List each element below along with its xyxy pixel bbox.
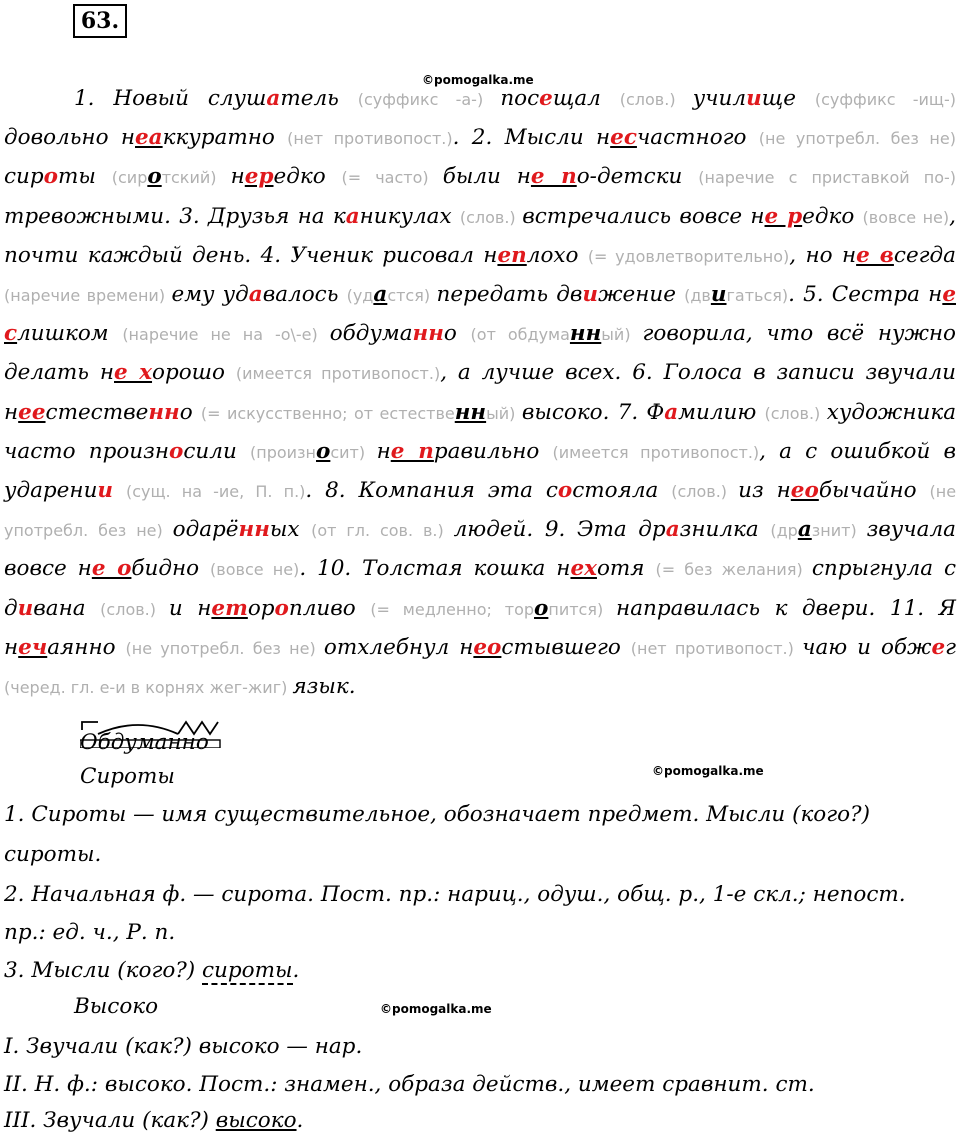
hint-text: (= часто): [341, 168, 443, 188]
hint-text: (имеется противопост.): [552, 442, 760, 462]
hint-text: о: [534, 595, 549, 621]
sentence-text: едко: [802, 203, 863, 229]
sentence-text: высоко. 7. Ф: [521, 399, 665, 425]
analysis-line-6-word: высоко: [215, 1108, 297, 1133]
highlighted-letter: е о: [91, 556, 132, 582]
analysis-line-2: 2. Начальная ф. — сирота. Пост. пр.: нариц., одуш., общ. р., 1-е скл.; непост.: [4, 882, 906, 907]
analysis-line-4: I. Звучали (как?) высоко — нар.: [4, 1034, 363, 1059]
hint-text: (= искусственно; от естестве: [200, 403, 455, 423]
highlighted-letter: е в: [856, 242, 894, 268]
sentence-text: 1. Новый слуш: [74, 86, 267, 111]
hint-text: (уд: [346, 286, 374, 306]
hint-text: знит): [811, 521, 867, 541]
sentence-text: лишком: [17, 321, 123, 347]
hint-text: ый): [486, 403, 522, 423]
sentence-text: из н: [738, 478, 791, 504]
highlighted-letter: а: [266, 86, 281, 111]
highlighted-letter: о: [274, 595, 289, 621]
hint-text: (дв: [684, 286, 711, 306]
sentence-text: сили: [183, 438, 250, 464]
highlighted-letter: нн: [238, 517, 270, 543]
highlighted-letter: е п: [390, 438, 434, 464]
analysis-line-5: II. Н. ф.: высоко. Пост.: знамен., образа действ., имеет сравнит. ст.: [4, 1072, 815, 1097]
sentence-text: валось: [262, 282, 347, 308]
hint-text: (черед. гл. е-и в корнях жег-жиг): [4, 678, 293, 698]
hint-text: стся): [387, 286, 437, 306]
watermark-3: ©pomogalka.me: [380, 1002, 492, 1016]
highlighted-letter: а: [345, 203, 360, 229]
sentence-text: пливо: [288, 595, 371, 621]
highlighted-letter: ер: [244, 164, 274, 190]
hint-text: (наречие с приставкой по-): [698, 168, 957, 188]
highlighted-letter: нн: [412, 321, 444, 347]
sentence-text: пос: [500, 86, 540, 111]
sentence-text: . 8. Компания эта с: [305, 478, 558, 504]
highlighted-letter: ех: [570, 556, 597, 582]
highlighted-letter: и: [97, 478, 114, 504]
hint-text: (= без желания): [655, 560, 812, 580]
sentence-text: , почти каждый день. 4. Ученик рисовал н: [4, 203, 956, 268]
hint-text: а: [797, 517, 812, 543]
sentence-text: г: [945, 634, 957, 660]
sentence-text: бидно: [131, 556, 211, 582]
sentence-text: равильно: [433, 438, 553, 464]
sentence-text: бычайно: [818, 478, 930, 504]
sentence-text: , а с ошибкой в ударени: [4, 438, 957, 504]
sentence-text: направилась к двери. 11. Я н: [4, 595, 957, 660]
sentence-text: ккуратно: [162, 125, 288, 151]
hint-text: (слов.): [764, 403, 827, 423]
sentence-text: говорила, что всё нужно делать н: [4, 321, 957, 386]
analysis-line-3-word: сироты: [202, 958, 293, 983]
sentence-text: одарё: [172, 517, 239, 543]
sentence-text: язык.: [292, 674, 356, 700]
hint-text: (не употребл. без не): [125, 638, 324, 658]
sentence-text: тель: [280, 86, 358, 111]
hint-text: (нет противопост.): [287, 129, 453, 149]
highlighted-letter: и: [746, 86, 762, 111]
hint-text: (наречие времени): [4, 286, 172, 306]
sentence-text: жение: [598, 282, 685, 308]
hint-text: (сущ. на -ие, П. п.): [125, 482, 306, 502]
hint-text: (вовсе не): [862, 207, 950, 227]
analysis-line-2b: пр.: ед. ч., Р. п.: [4, 920, 176, 945]
hint-text: (слов.): [619, 90, 693, 109]
highlighted-letter: еч: [18, 634, 48, 660]
exercise-paragraph: [4, 80, 956, 707]
analysis-line-3-post: .: [292, 958, 300, 983]
hint-text: и: [710, 282, 727, 308]
sentence-text: , а лучше всех. 6. Голоса в записи звучали н: [4, 360, 956, 425]
sentence-text: частного: [636, 125, 759, 151]
highlighted-letter: а: [248, 282, 263, 308]
analysis-line-3: [4, 958, 299, 983]
hint-text: гаться): [726, 286, 789, 306]
hint-text: пится): [548, 599, 617, 619]
hint-text: (не употребл. без не): [4, 482, 957, 541]
analysis-line-6-post: .: [296, 1108, 304, 1133]
sentence-text: . 5. Сестра н: [788, 282, 943, 308]
sentence-text: знилка: [679, 517, 771, 543]
hint-text: (от обдума: [470, 325, 570, 345]
sentence-text: едко: [273, 164, 342, 190]
hint-text: (наречие не на -о\-е): [122, 325, 330, 345]
watermark: ©pomogalka.me: [422, 73, 534, 87]
hint-text: (сир: [111, 168, 148, 188]
sentence-text: вана: [33, 595, 101, 621]
hint-text: тский): [161, 168, 231, 188]
sentence-text: лохо: [526, 242, 588, 268]
highlighted-letter: и: [582, 282, 599, 308]
sentence-text: передать дв: [436, 282, 583, 308]
highlighted-letter: ео: [473, 634, 502, 660]
sentence-text: и н: [168, 595, 212, 621]
sentence-text: ор: [247, 595, 275, 621]
sentence-text: аянно: [47, 634, 126, 660]
hint-text: (имеется противопост.): [235, 364, 441, 384]
sentence-text: о: [179, 399, 201, 425]
sentence-text: стестве: [45, 399, 149, 425]
sentence-text: милию: [678, 399, 765, 425]
sentence-text: стывшего: [501, 634, 631, 660]
sentence-text: людей. 9. Эта др: [453, 517, 666, 543]
highlighted-letter: и: [17, 595, 34, 621]
hint-text: (слов.): [100, 599, 169, 619]
hint-text: (произн: [250, 442, 317, 462]
sentence-text: ых: [269, 517, 312, 543]
analysis-word-siroty: Сироты: [80, 764, 175, 789]
highlighted-letter: а: [664, 399, 679, 425]
highlighted-letter: о: [169, 438, 184, 464]
sentence-text: чаю и обж: [802, 634, 932, 660]
sentence-text: художника часто произн: [4, 399, 957, 464]
exercise-number: 63.: [73, 4, 127, 38]
hint-text: о: [316, 438, 331, 464]
sentence-text: орошо: [152, 360, 236, 386]
sentence-text: . 10. Толстая кошка н: [299, 556, 571, 582]
highlighted-letter: е р: [764, 203, 803, 229]
analysis-line-1: 1. Сироты — имя существительное, обозначает предмет. Мысли (кого?): [4, 802, 870, 827]
hint-text: сит): [330, 442, 377, 462]
highlighted-letter: ео: [790, 478, 819, 504]
sentence-text: звучала вовсе н: [4, 517, 956, 582]
hint-text: (от гл. сов. в.): [311, 521, 454, 541]
hint-text: (др: [770, 521, 798, 541]
hint-text: (= удовлетворительно): [587, 246, 790, 266]
highlighted-letter: еа: [135, 125, 163, 151]
highlighted-letter: ет: [211, 595, 248, 621]
sentence-text: о: [443, 321, 471, 347]
highlighted-letter: е: [931, 634, 946, 660]
hint-text: ый): [601, 325, 643, 345]
sentence-text: встречались вовсе н: [522, 203, 765, 229]
highlighted-letter: ес: [610, 125, 637, 151]
sentence-text: довольно н: [4, 125, 135, 151]
analysis-line-6: [4, 1108, 303, 1133]
analysis-line-3-pre: 3. Мысли (кого?): [4, 958, 203, 983]
highlighted-letter: е: [539, 86, 553, 111]
hint-text: (вовсе не): [210, 560, 300, 580]
sentence-text: стояла: [572, 478, 672, 504]
sentence-text: , но н: [789, 242, 857, 268]
sentence-text: н: [230, 164, 245, 190]
highlighted-letter: о: [557, 478, 573, 504]
highlighted-letter: е с: [4, 282, 956, 347]
hint-text: (= медленно; тор: [370, 599, 535, 619]
sentence-text: учил: [692, 86, 747, 111]
hint-text: (слов.): [459, 207, 523, 227]
hint-text: (нет противопост.): [630, 638, 803, 658]
hint-text: (суффикс -а-): [357, 90, 501, 109]
highlighted-letter: е х: [114, 360, 153, 386]
highlighted-letter: е п: [530, 164, 577, 190]
analysis-line-1b: сироты.: [4, 842, 102, 867]
analysis-line-6-pre: III. Звучали (как?): [4, 1108, 216, 1133]
highlighted-letter: ее: [18, 399, 46, 425]
hint-text: нн: [454, 399, 487, 425]
sentence-text: сегда: [893, 242, 956, 268]
sentence-text: обдума: [329, 321, 413, 347]
analysis-word-obdumanno: Обдуманно: [80, 730, 209, 755]
sentence-text: никулах: [359, 203, 460, 229]
sentence-text: сир: [4, 164, 44, 190]
sentence-text: о-детски: [576, 164, 699, 190]
watermark-2: ©pomogalka.me: [652, 764, 764, 778]
highlighted-letter: а: [665, 517, 680, 543]
sentence-text: спрыгнула с д: [4, 556, 956, 621]
hint-text: а: [373, 282, 388, 308]
sentence-text: ему уд: [171, 282, 249, 308]
analysis-word-vysoko: Высоко: [74, 994, 159, 1019]
sentence-text: . 2. Мысли н: [452, 125, 611, 151]
sentence-text: отхлебнул н: [323, 634, 474, 660]
highlighted-letter: о: [43, 164, 58, 190]
sentence-text: были н: [442, 164, 531, 190]
sentence-text: щал: [552, 86, 620, 111]
sentence-text: ще: [761, 86, 815, 111]
sentence-text: отя: [596, 556, 656, 582]
sentence-text: н: [376, 438, 391, 464]
hint-text: о: [147, 164, 162, 190]
highlighted-letter: еп: [497, 242, 527, 268]
hint-text: нн: [569, 321, 602, 347]
sentence-text: тревожными. 3. Друзья на к: [4, 203, 346, 229]
hint-text: (не употребл. без не): [758, 129, 956, 149]
hint-text: (слов.): [671, 482, 739, 502]
hint-text: (суффикс -ищ-): [814, 90, 956, 109]
sentence-text: ты: [58, 164, 112, 190]
highlighted-letter: нн: [148, 399, 180, 425]
sentence-text: [113, 478, 126, 503]
